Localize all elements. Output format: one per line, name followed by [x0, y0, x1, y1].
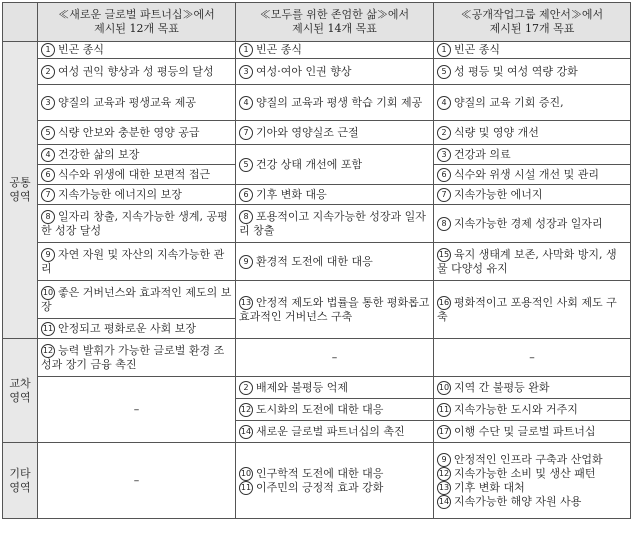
- goal-cell: 7 지속가능한 에너지: [434, 185, 631, 205]
- goal-cell: 3 여성·여아 인권 향상: [236, 59, 434, 85]
- goal-cell: 4 양질의 교육과 평생 학습 기회 제공: [236, 85, 434, 121]
- goals-comparison-table: [2, 2, 631, 519]
- table-row: [3, 59, 631, 85]
- goal-cell: 10 인구학적 도전에 대한 대응 11 이주민의 긍정적 효과 강화: [236, 443, 434, 519]
- goal-cell: 5 식량 안보와 충분한 영양 공급: [38, 121, 236, 145]
- goal-cell: 3 양질의 교육과 평생교육 제공: [38, 85, 236, 121]
- header-17-goals: ≪공개작업그룹 제안서≫에서 제시된 17개 목표: [434, 3, 631, 42]
- header-12-goals: ≪새로운 글로벌 파트너십≫에서 제시된 12개 목표: [38, 3, 236, 42]
- goal-cell: 8 지속가능한 경제 성장과 일자리: [434, 205, 631, 243]
- goal-cell: 9 자연 자원 및 자산의 지속가능한 관리: [38, 243, 236, 281]
- goal-cell: 10 좋은 거버넌스와 효과적인 제도의 보장: [38, 281, 236, 319]
- goal-cell: 1 빈곤 종식: [434, 42, 631, 59]
- header-14-goals: ≪모두를 위한 존엄한 삶≫에서 제시된 14개 목표: [236, 3, 434, 42]
- goal-cell: 15 육지 생태계 보존, 사막화 방지, 생물 다양성 유지: [434, 243, 631, 281]
- table-row: [3, 121, 631, 145]
- goal-cell: 12 능력 발휘가 가능한 글로벌 환경 조성과 장기 금융 촉진: [38, 339, 236, 377]
- category-other: 기타 영역: [3, 443, 38, 519]
- goal-cell: 3 건강과 의료: [434, 145, 631, 165]
- table-row: [3, 243, 631, 281]
- corner-cell: [3, 3, 38, 42]
- goal-cell: 8 일자리 창출, 지속가능한 생계, 공평한 성장 달성: [38, 205, 236, 243]
- table-row: [3, 145, 631, 165]
- table-row: [3, 339, 631, 377]
- goal-cell: 11 안정되고 평화로운 사회 보장: [38, 319, 236, 339]
- goal-cell: 7 기아와 영양실조 근절: [236, 121, 434, 145]
- table-row: [3, 205, 631, 243]
- goal-cell: 14 새로운 글로벌 파트너십의 촉진: [236, 421, 434, 443]
- goal-cell: 2 식량 및 영양 개선: [434, 121, 631, 145]
- goal-cell: 9 환경적 도전에 대한 대응: [236, 243, 434, 281]
- goal-cell: 17 이행 수단 및 글로벌 파트너십: [434, 421, 631, 443]
- goal-cell: 2 배제와 불평등 억제: [236, 377, 434, 399]
- table-row: [3, 85, 631, 121]
- empty-cell: –: [434, 339, 631, 377]
- goal-cell: 5 건강 상태 개선에 포함: [236, 145, 434, 185]
- goal-cell: 7 지속가능한 에너지의 보장: [38, 185, 236, 205]
- category-common: 공통 영역: [3, 42, 38, 339]
- goal-cell: 8 포용적이고 지속가능한 성장과 일자리 창출: [236, 205, 434, 243]
- table-row: [3, 443, 631, 519]
- goal-cell: 6 기후 변화 대응: [236, 185, 434, 205]
- goal-cell: 10 지역 간 불평등 완화: [434, 377, 631, 399]
- goal-cell: 12 도시화의 도전에 대한 대응: [236, 399, 434, 421]
- goal-cell: 6 식수와 위생 시설 개선 및 관리: [434, 165, 631, 185]
- goal-cell: 16 평화적이고 포용적인 사회 제도 구축: [434, 281, 631, 339]
- goal-cell: 9 안정적인 인프라 구축과 산업화 12 지속가능한 소비 및 생산 패턴 13 기후 변화 대처 14 지속가능한 해양 자원 사용: [434, 443, 631, 519]
- empty-cell: –: [236, 339, 434, 377]
- header-row: [3, 3, 631, 42]
- category-cross: 교차 영역: [3, 339, 38, 443]
- table-row: [3, 281, 631, 319]
- table-row: [3, 377, 631, 399]
- goal-cell: 2 여성 권익 향상과 성 평등의 달성: [38, 59, 236, 85]
- goal-cell: 1 빈곤 종식: [38, 42, 236, 59]
- goal-cell: 4 양질의 교육 기회 증진,: [434, 85, 631, 121]
- goal-cell: 5 성 평등 및 여성 역량 강화: [434, 59, 631, 85]
- goal-cell: 11 지속가능한 도시와 거주지: [434, 399, 631, 421]
- goal-cell: 1 빈곤 종식: [236, 42, 434, 59]
- empty-cell: –: [38, 443, 236, 519]
- empty-cell: –: [38, 377, 236, 443]
- goal-cell: 6 식수와 위생에 대한 보편적 접근: [38, 165, 236, 185]
- table-row: [3, 185, 631, 205]
- goal-cell: 13 안정적 제도와 법률을 통한 평화롭고 효과적인 거버넌스 구축: [236, 281, 434, 339]
- table-row: [3, 42, 631, 59]
- goal-cell: 4 건강한 삶의 보장: [38, 145, 236, 165]
